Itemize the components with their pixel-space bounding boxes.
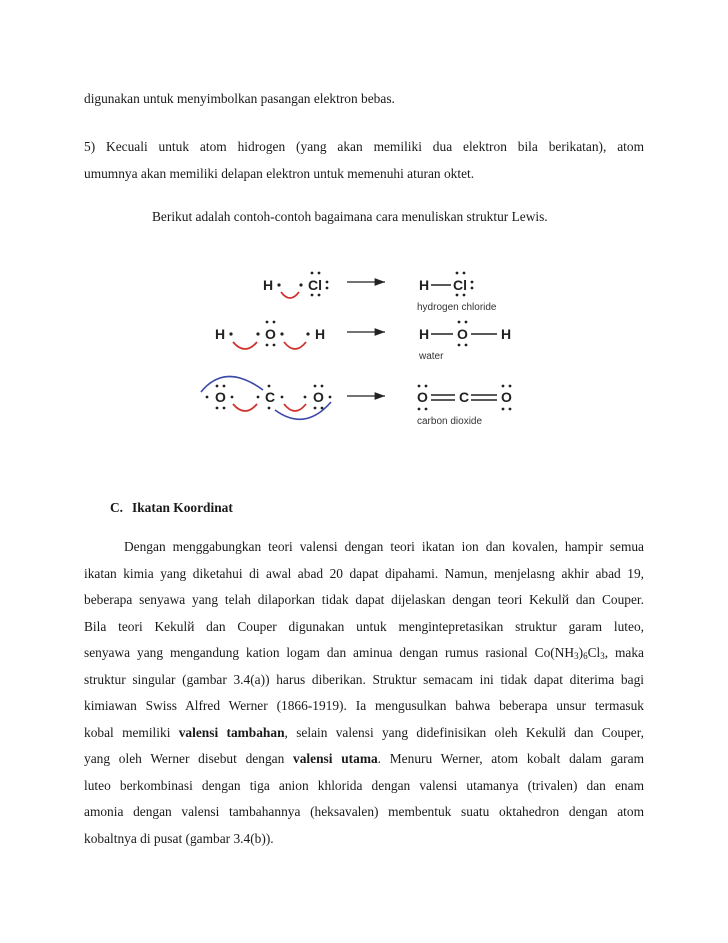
hcl-cl-atom: Cl [308,277,322,293]
text-line: struktur singular (gambar 3.4(a)) harus diberikan. Struktur semacam ini tidak dapat diterima bagi [84,671,644,687]
text-line: luteo berkombinasi dengan tiga anion khlorida dengan valensi utamanya (trivalen) dan enam [84,777,644,793]
co2-o1-atom: O [215,389,226,405]
co2-c-atom: C [265,389,276,405]
section-title: Ikatan Koordinat [132,500,233,515]
text-line: kobal memiliki valensi tambahan, selain valensi yang didefinisikan oleh Kekulй dan Couper, [84,724,645,740]
intro-sentence [152,204,632,231]
water-label: water [419,351,444,362]
water-h2-atom: H [315,326,326,342]
text-line: Bila teori Kekulй dan Couper digunakan untuk mengintepretasikan struktur garam luteo, [84,618,644,634]
section-letter: C. [110,500,124,515]
emphasis-valensi-utama: valensi utama [293,751,378,766]
co2-product-o2: O [501,389,512,405]
hcl-product-cl: Cl [453,277,467,293]
body-paragraph [84,534,644,852]
co2-product-c: C [459,389,470,405]
hcl-product-h: H [419,277,430,293]
text-line: amonia dengan valensi tambahannya (heksavalen) membentuk suatu oktahedron dengan atom [84,804,644,819]
text-line: digunakan untuk menyimbolkan pasangan elektron bebas. [84,91,395,106]
hcl-h-atom: H [263,277,274,293]
text-line: umumnya akan memiliki delapan elektron untuk memenuhi aturan oktet. [84,165,475,181]
text-line: Berikut adalah contoh-contoh bagaimana cara menuliskan struktur Lewis. [152,209,548,224]
text-line: Dengan menggabungkan teori valensi dengan teori ikatan ion dan kovalen, hampir semua [124,539,644,554]
hcl-label: hydrogen chloride [417,302,497,313]
section-heading [110,500,233,516]
text-line: senyawa yang mengandung kation logam dan aminua dengan rumus rasional $Co(NH_3)_6Cl_3$, maka [84,645,644,661]
water-product-h1: H [419,326,430,342]
paragraph-lone-pairs [84,86,644,113]
text-line: yang oleh Werner disebut dengan valensi utama. Menuru Werner, atom kobalt dalam garam [84,751,644,766]
water-product-o: O [457,326,468,342]
co2-label: carbon dioxide [417,416,483,427]
co2-o2-atom: O [313,389,324,405]
emphasis-valensi-tambahan: valensi tambahan [178,724,285,740]
text-line: beberapa senyawa yang telah dilaporkan tidak dapat dijelaskan dengan teori Kekulй dan Couper. [84,592,644,607]
water-h1-atom: H [215,326,226,342]
text-line: kobaltnya di pusat (gambar 3.4(b)). [84,830,274,846]
water-product-h2: H [501,326,512,342]
text-line: kimiawan Swiss Alfred Werner (1866-1919). Ia mengusulkan bahwa beberapa unsur termasuk [84,698,644,713]
text-line: 5) Kecuali untuk atom hidrogen (yang akan memiliki dua elektron bila berikatan), atom [84,139,644,154]
rule-5-paragraph [84,134,644,187]
text-line: ikatan kimia yang diketahui di awal abad 20 dapat dipahami. Namun, menjelasng akhir abad 19, [84,565,644,581]
reaction-arrows [347,282,385,396]
co2-product-o1: O [417,389,428,405]
water-o-atom: O [265,326,276,342]
lewis-structure-figure [195,262,555,432]
